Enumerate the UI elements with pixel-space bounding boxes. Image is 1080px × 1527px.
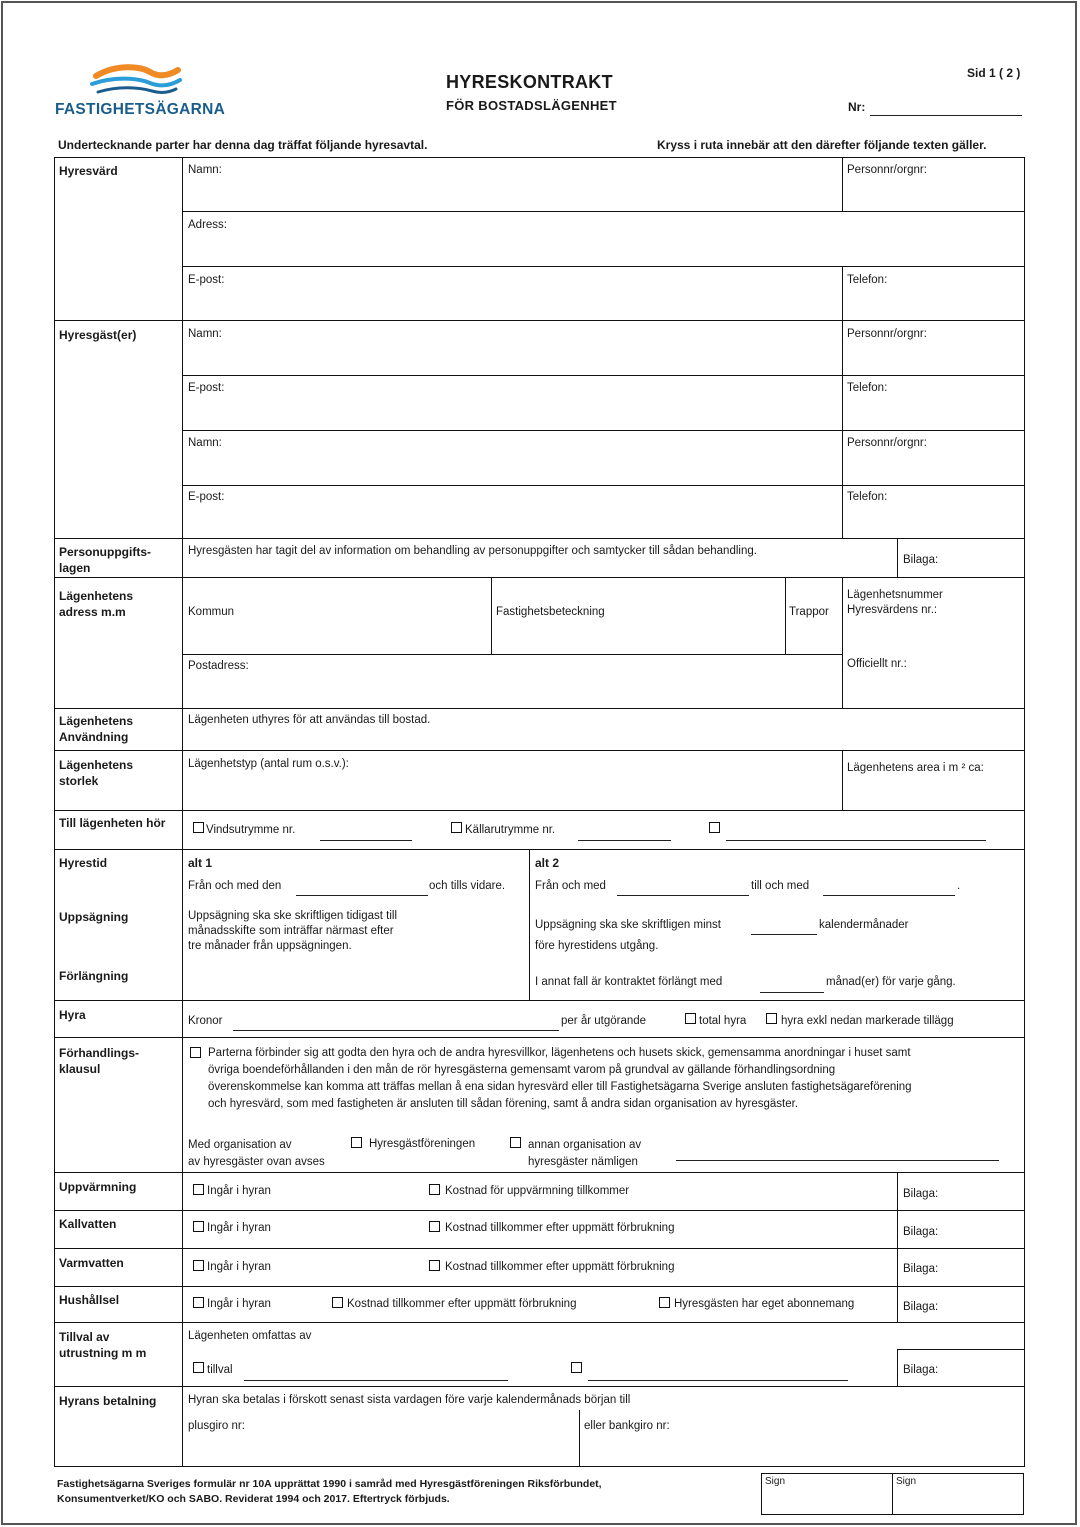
cold-water-cost-label: Kostnad tillkommer efter uppmätt förbrukning	[445, 1222, 675, 1234]
alt2-extension-unit: månad(er) för varje gång.	[826, 976, 956, 988]
bankgiro-field[interactable]: eller bankgiro nr:	[584, 1420, 670, 1432]
tenant1-personnr-field[interactable]: Personnr/orgnr:	[847, 328, 927, 340]
electricity-own-checkbox[interactable]	[659, 1297, 670, 1308]
apartment-address-label: Lägenhetens adress m.m	[59, 589, 134, 619]
other-storage-checkbox[interactable]	[709, 822, 720, 833]
alt1-from-date-field[interactable]	[296, 895, 428, 896]
sign-field-2[interactable]: Sign	[896, 1476, 917, 1487]
cold-water-cost-checkbox[interactable]	[429, 1221, 440, 1232]
footer-text: Fastighetsägarna Sveriges formulär nr 10A upprättat 1990 i samråd med Hyresgästföreningen Riksförbundet, Konsumentverket/KO och SABO. Reviderat 1994 och 2017. Eftertryck förbjuds.	[57, 1478, 602, 1505]
total-rent-label: total hyra	[699, 1015, 747, 1027]
alt2-extension-label: I annat fall är kontraktet förlängt med	[535, 976, 723, 988]
belongs-label: Till lägenheten hör	[59, 816, 166, 830]
alt2-notice-unit: kalendermånader	[819, 919, 909, 931]
extras-text: Lägenheten omfattas av	[188, 1330, 312, 1342]
landlord-personnr-field[interactable]: Personnr/orgnr:	[847, 164, 927, 176]
tillval-checkbox[interactable]	[193, 1362, 204, 1373]
hot-water-included-checkbox[interactable]	[193, 1260, 204, 1271]
negotiation-label: Förhandlings- klausul	[59, 1046, 139, 1076]
tillval-label: tillval	[207, 1364, 233, 1376]
electricity-included-label: Ingår i hyran	[207, 1298, 271, 1310]
cold-water-label: Kallvatten	[59, 1217, 117, 1231]
trappor-field[interactable]: Trappor	[789, 606, 829, 618]
extras-other-field[interactable]	[588, 1380, 848, 1381]
vind-nr-field[interactable]	[320, 840, 412, 841]
extras-label: Tillval av utrustning m m	[59, 1330, 147, 1360]
gdpr-bilaga-field[interactable]: Bilaga:	[903, 554, 939, 566]
vind-checkbox[interactable]	[193, 822, 204, 833]
negotiation-checkbox[interactable]	[190, 1047, 201, 1058]
hyrestid-label: Hyrestid	[59, 856, 108, 870]
tenant2-personnr-field[interactable]: Personnr/orgnr:	[847, 437, 927, 449]
alt2-notice-label: Uppsägning ska ske skriftligen minst	[535, 919, 721, 931]
landlord-label: Hyresvärd	[59, 164, 118, 178]
hyresgastforeningen-checkbox[interactable]	[351, 1137, 362, 1148]
heating-cost-checkbox[interactable]	[429, 1184, 440, 1195]
rent-amount-field[interactable]	[233, 1030, 559, 1031]
plusgiro-field[interactable]: plusgiro nr:	[188, 1420, 245, 1432]
hot-water-bilaga-field[interactable]: Bilaga:	[903, 1263, 939, 1275]
hot-water-label: Varmvatten	[59, 1256, 124, 1270]
forlangning-label: Förlängning	[59, 969, 129, 983]
alt1-until-text: och tills vidare.	[429, 880, 506, 892]
logo-waves-icon	[88, 62, 184, 98]
electricity-label: Hushållsel	[59, 1293, 120, 1307]
cold-water-included-label: Ingår i hyran	[207, 1222, 271, 1234]
alt2-notice-end: före hyrestidens utgång.	[535, 940, 659, 952]
uppsagning-label: Uppsägning	[59, 910, 129, 924]
heating-bilaga-field[interactable]: Bilaga:	[903, 1188, 939, 1200]
alt1-label: alt 1	[188, 856, 213, 870]
other-storage-field[interactable]	[726, 840, 986, 841]
fastighetsbeteckning-field[interactable]: Fastighetsbeteckning	[496, 606, 605, 618]
organisation-label: Med organisation av av hyresgäster ovan avses	[188, 1139, 325, 1168]
tenant1-name-field[interactable]: Namn:	[188, 328, 222, 340]
alt1-from-label: Från och med den	[188, 880, 282, 892]
usage-text: Lägenheten uthyres för att användas till bostad.	[188, 714, 431, 726]
alt2-to-label: till och med	[751, 880, 810, 892]
rent-label: Hyra	[59, 1008, 86, 1022]
hot-water-cost-label: Kostnad tillkommer efter uppmätt förbrukning	[445, 1261, 675, 1273]
apartment-area-field[interactable]: Lägenhetens area i m ² ca:	[847, 762, 984, 774]
electricity-cost-label: Kostnad tillkommer efter uppmätt förbrukning	[347, 1298, 577, 1310]
landlord-name-field[interactable]: Namn:	[188, 164, 222, 176]
hot-water-included-label: Ingår i hyran	[207, 1261, 271, 1273]
heating-included-label: Ingår i hyran	[207, 1185, 271, 1197]
gdpr-label: Personuppgifts- lagen	[59, 545, 151, 575]
apartment-number-field[interactable]: Lägenhetsnummer Hyresvärdens nr.:	[847, 589, 943, 616]
sign-field-1[interactable]: Sign	[765, 1476, 786, 1487]
landlord-phone-field[interactable]: Telefon:	[847, 274, 888, 286]
kallare-label: Källarutrymme nr.	[465, 824, 556, 836]
document-title: HYRESKONTRAKT	[446, 72, 613, 92]
alt2-from-date-field[interactable]	[617, 895, 749, 896]
vind-label: Vindsutrymme nr.	[206, 824, 296, 836]
alt2-from-label: Från och med	[535, 880, 606, 892]
negotiation-text-2: övriga boendeförhållanden i den mån de rör hyresgästerna gemensamt varom på grundval av gällande förhandlingsordning	[208, 1064, 836, 1076]
alt2-dot: .	[957, 880, 961, 892]
alt2-label: alt 2	[535, 856, 560, 870]
extras-other-checkbox[interactable]	[571, 1362, 582, 1373]
payment-label: Hyrans betalning	[59, 1394, 157, 1408]
other-organisation-label: annan organisation av hyresgäster nämligen	[528, 1139, 642, 1168]
apartment-type-field[interactable]: Lägenhetstyp (antal rum o.s.v.):	[188, 758, 349, 770]
electricity-own-label: Hyresgästen har eget abonnemang	[674, 1298, 855, 1310]
heating-cost-label: Kostnad för uppvärmning tillkommer	[445, 1185, 630, 1197]
nr-field[interactable]	[870, 115, 1022, 116]
cold-water-bilaga-field[interactable]: Bilaga:	[903, 1226, 939, 1238]
rent-excl-checkbox[interactable]	[766, 1013, 777, 1024]
size-label: Lägenhetens storlek	[59, 758, 134, 788]
kommun-field[interactable]: Kommun	[188, 606, 235, 618]
extras-bilaga-field[interactable]: Bilaga:	[903, 1364, 939, 1376]
kallare-checkbox[interactable]	[451, 822, 462, 833]
other-organisation-checkbox[interactable]	[510, 1137, 521, 1148]
alt2-to-date-field[interactable]	[823, 895, 955, 896]
tenant1-phone-field[interactable]: Telefon:	[847, 382, 888, 394]
logo-text: FASTIGHETSÄGARNA	[55, 101, 226, 118]
other-organisation-field[interactable]	[676, 1160, 999, 1161]
tillval-field[interactable]	[244, 1380, 508, 1381]
hot-water-cost-checkbox[interactable]	[429, 1260, 440, 1271]
tenant-label: Hyresgäst(er)	[59, 328, 137, 342]
heating-label: Uppvärmning	[59, 1180, 137, 1194]
kronor-label: Kronor	[188, 1015, 223, 1027]
hyresgastforeningen-label: Hyresgästföreningen	[369, 1138, 476, 1150]
electricity-cost-checkbox[interactable]	[332, 1297, 343, 1308]
payment-text: Hyran ska betalas i förskott senast sista vardagen före varje kalendermånads början till	[188, 1394, 631, 1406]
alt2-notice-months-field[interactable]	[751, 934, 817, 935]
intro-right: Kryss i ruta innebär att den därefter följande texten gäller.	[657, 138, 987, 152]
usage-label: Lägenhetens Användning	[59, 714, 134, 744]
landlord-address-field[interactable]: Adress:	[188, 219, 227, 231]
negotiation-text-4: och hyresvärd, som med fastigheten är ansluten till sådan förening, samt å andra sidan organisation av hyresgäster.	[208, 1098, 799, 1110]
officiellt-nr-field[interactable]: Officiellt nr.:	[847, 658, 907, 670]
tenant2-phone-field[interactable]: Telefon:	[847, 491, 888, 503]
gdpr-text: Hyresgästen har tagit del av information om behandling av personuppgifter och samtycker till sådan behandling.	[188, 545, 757, 557]
cold-water-included-checkbox[interactable]	[193, 1221, 204, 1232]
negotiation-text-3: överenskommelse kan komma att träffas mellan å ena sidan hyresvärd eller till Fastighetsägarna Sverige ansluten fastighetsägareförening	[208, 1081, 912, 1093]
per-year-text: per år utgörande	[561, 1015, 647, 1027]
heating-included-checkbox[interactable]	[193, 1184, 204, 1195]
tenant1-email-field[interactable]: E-post:	[188, 382, 225, 394]
alt2-extension-field[interactable]	[760, 992, 824, 993]
postadress-field[interactable]: Postadress:	[188, 660, 249, 672]
total-rent-checkbox[interactable]	[685, 1013, 696, 1024]
electricity-included-checkbox[interactable]	[193, 1297, 204, 1308]
alt1-notice-text: Uppsägning ska ske skriftligen tidigast till månadsskifte som inträffar närmast efter tre månader från uppsägningen.	[188, 910, 398, 952]
rent-excl-label: hyra exkl nedan markerade tillägg	[781, 1015, 954, 1027]
document-subtitle: FÖR BOSTADSLÄGENHET	[446, 98, 617, 113]
tenant2-name-field[interactable]: Namn:	[188, 437, 222, 449]
page-number: Sid 1 ( 2 )	[967, 66, 1021, 80]
electricity-bilaga-field[interactable]: Bilaga:	[903, 1301, 939, 1313]
landlord-email-field[interactable]: E-post:	[188, 274, 225, 286]
kallare-nr-field[interactable]	[578, 840, 671, 841]
nr-label: Nr:	[848, 100, 866, 114]
intro-left: Undertecknande parter har denna dag träffat följande hyresavtal.	[58, 138, 428, 152]
negotiation-text-1: Parterna förbinder sig att godta den hyra och de andra hyresvillkor, lägenhetens och husets skick, gemensamma anordningar i huset samt	[208, 1047, 911, 1059]
tenant2-email-field[interactable]: E-post:	[188, 491, 225, 503]
